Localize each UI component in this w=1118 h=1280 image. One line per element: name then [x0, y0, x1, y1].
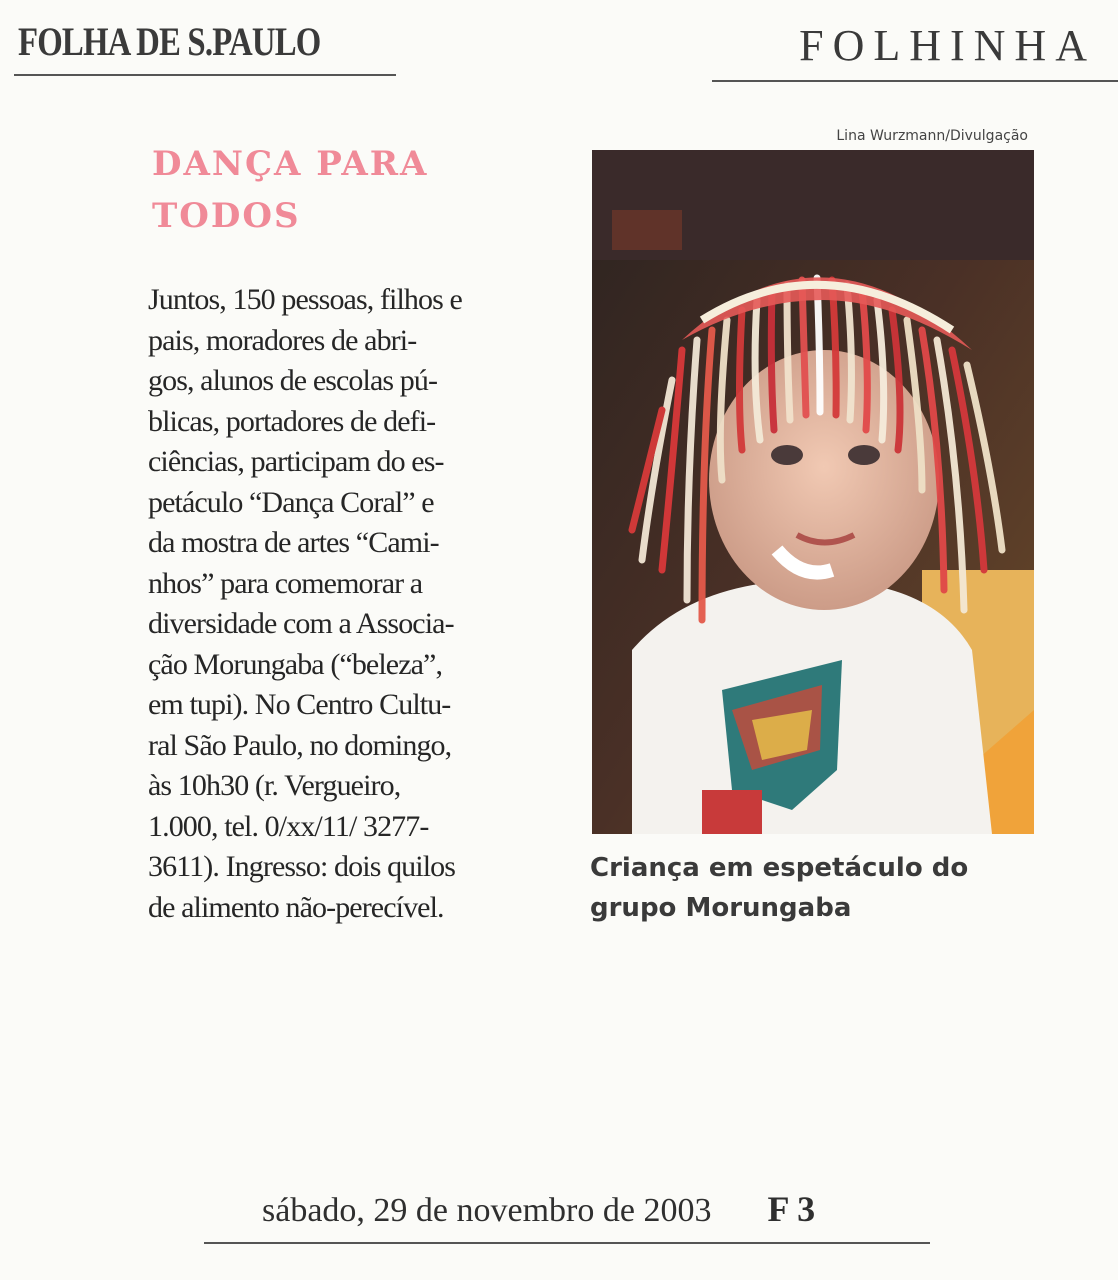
photo-caption: Criança em espetáculo do grupo Morungaba — [590, 853, 969, 923]
body-line: diversidade com a Associa- — [148, 607, 454, 640]
body-line: petáculo “Dança Coral” e — [148, 485, 434, 519]
body-line: 3611). Ingresso: dois quilos — [148, 850, 456, 883]
body-line: de alimento não-perecível. — [148, 890, 444, 924]
body-line: em tupi). No Centro Cultu- — [148, 688, 451, 721]
body-line: nhos” para comemorar a — [148, 566, 423, 600]
body-line: às 10h30 (r. Vergueiro, — [148, 769, 401, 802]
masthead-section: FOLHINHA — [799, 21, 1096, 70]
body-line: Juntos, 150 pessoas, filhos e — [148, 283, 462, 316]
photo-credit: Lina Wurzmann/Divulgação — [836, 128, 1028, 144]
body-line: ral São Paulo, no domingo, — [148, 728, 452, 762]
body-line: gos, alunos de escolas pú- — [148, 364, 438, 397]
footer-rule — [204, 1242, 930, 1244]
page-number: F 3 — [767, 1189, 816, 1229]
masthead-newspaper: FOLHA DE S.PAULO — [18, 19, 321, 64]
body-line: ciências, participam do es- — [148, 445, 444, 478]
body-line: da mostra de artes “Cami- — [148, 526, 439, 559]
publication-date: sábado, 29 de novembro de 2003 — [262, 1192, 712, 1229]
article-body — [148, 280, 548, 928]
body-line: pais, moradores de abri- — [148, 323, 417, 357]
body-line: 1.000, tel. 0/xx/11/ 3277- — [148, 809, 429, 843]
child-photo-illustration — [592, 150, 1034, 834]
body-line: ção Morungaba (“beleza”, — [148, 647, 443, 681]
body-line: blicas, portadores de defi- — [148, 404, 436, 438]
masthead-rule-left — [14, 74, 396, 76]
article-headline: DANÇA PARA TODOS — [152, 144, 429, 236]
article-photo — [592, 150, 1034, 834]
masthead-rule-right — [712, 80, 1118, 82]
page-footer — [262, 1188, 815, 1230]
